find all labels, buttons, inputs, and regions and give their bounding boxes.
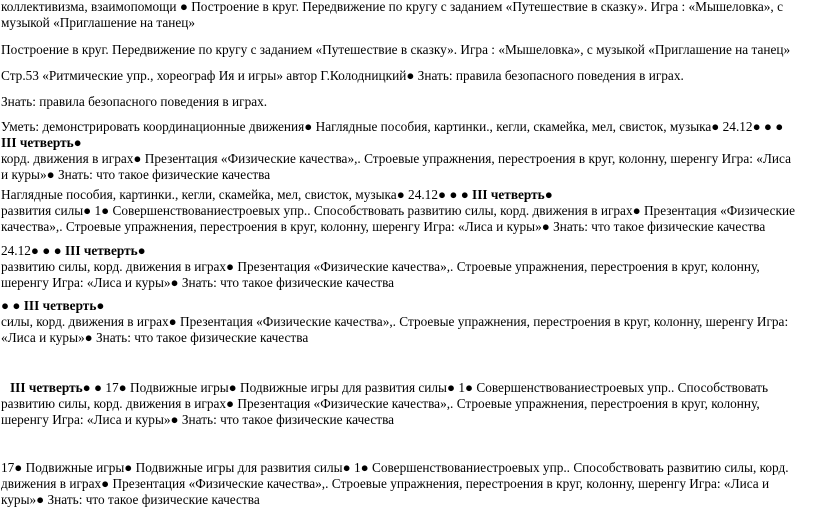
quarter-label: III четверть● <box>23 298 105 313</box>
paragraph-6-lead: Наглядные пособия, картинки., кегли, скамейка, мел, свисток, музыка● 24.12● ● ● <box>1 187 473 202</box>
paragraph-5 <box>1 119 801 183</box>
paragraph-4: Знать: правила безопасного поведения в играх. <box>1 94 268 109</box>
paragraph-5-body: корд. движения в играх● Презентация «Физические качества»,. Строевые упражнения, перестроения в круг, колонну, шеренгу Игра: «Лиса и куры»● Знать: что такое физические качества <box>1 151 791 182</box>
paragraph-8 <box>1 298 801 346</box>
quarter-label: III четверть● <box>472 187 553 202</box>
paragraph-8-lead: ● ● <box>1 298 24 313</box>
quarter-label: III четверть● <box>65 243 146 258</box>
paragraph-7 <box>1 243 801 291</box>
paragraph-7-body: развитию силы, корд. движения в играх● Презентация «Физические качества»,. Строевые упражнения, перестроения в круг, колонну, шеренгу Игра: «Лиса и куры»● Знать: что такое физические качества <box>1 259 760 290</box>
paragraph-7-lead: 24.12● ● ● <box>1 243 65 258</box>
paragraph-5-lead: Уметь: демонстрировать координационные движения● Наглядные пособия, картинки., кегли, скамейка, мел, свисток, музыка● 24.12● ● ● <box>1 119 784 134</box>
paragraph-10: 17● Подвижные игры● Подвижные игры для развития силы● 1● Совершенствованиестроевых упр.. Способствовать развитию силы, корд. движения в играх● Презентация «Физические качества»,. Строевые упражнения, перестроения в круг, колонну, шеренгу Игра: «Лиса и куры»● Знать: что такое физические качества <box>1 460 789 507</box>
paragraph-6-body: развития силы● 1● Совершенствованиестроевых упр.. Способствовать развитию силы, корд. движения в играх● Презентация «Физические качества»,. Строевые упражнения, перестроения в круг, колонну, шеренгу Игра: «Лиса и куры»● Знать: что такое физические качества <box>1 203 796 234</box>
paragraph-2: Построение в круг. Передвижение по кругу с заданием «Путешествие в сказку». Игра : «Мышеловка», с музыкой «Приглашение на танец» <box>1 42 791 57</box>
paragraph-6 <box>1 187 801 235</box>
paragraph-1: коллективизма, взаимопомощи ● Построение в круг. Передвижение по кругу с заданием «Путешествие в сказку». Игра : «Мышеловка», с музыкой «Приглашение на танец» <box>1 0 783 30</box>
paragraph-3: Стр.53 «Ритмические упр., хореограф Ия и игры» автор Г.Колодницкий● Знать: правила безопасного поведения в играх. <box>1 68 684 83</box>
paragraph-9-body: ● 17● Подвижные игры● Подвижные игры для развития силы● 1● Совершенствованиестроевых упр.. Способствовать развитию силы, корд. движения в играх● Презентация «Физические качества»,. Строевые упражнения, перестроения в круг, колонну, шеренгу Игра: «Лиса и куры»● Знать: что такое физические качества <box>1 380 769 427</box>
paragraph-8-body: силы, корд. движения в играх● Презентация «Физические качества»,. Строевые упражнения, перестроения в круг, колонну, шеренгу Игра: «Лиса и куры»● Знать: что такое физические качества <box>1 314 789 345</box>
quarter-label: III четверть● <box>10 380 91 395</box>
quarter-label: III четверть● <box>1 135 82 150</box>
paragraph-9 <box>1 380 807 428</box>
